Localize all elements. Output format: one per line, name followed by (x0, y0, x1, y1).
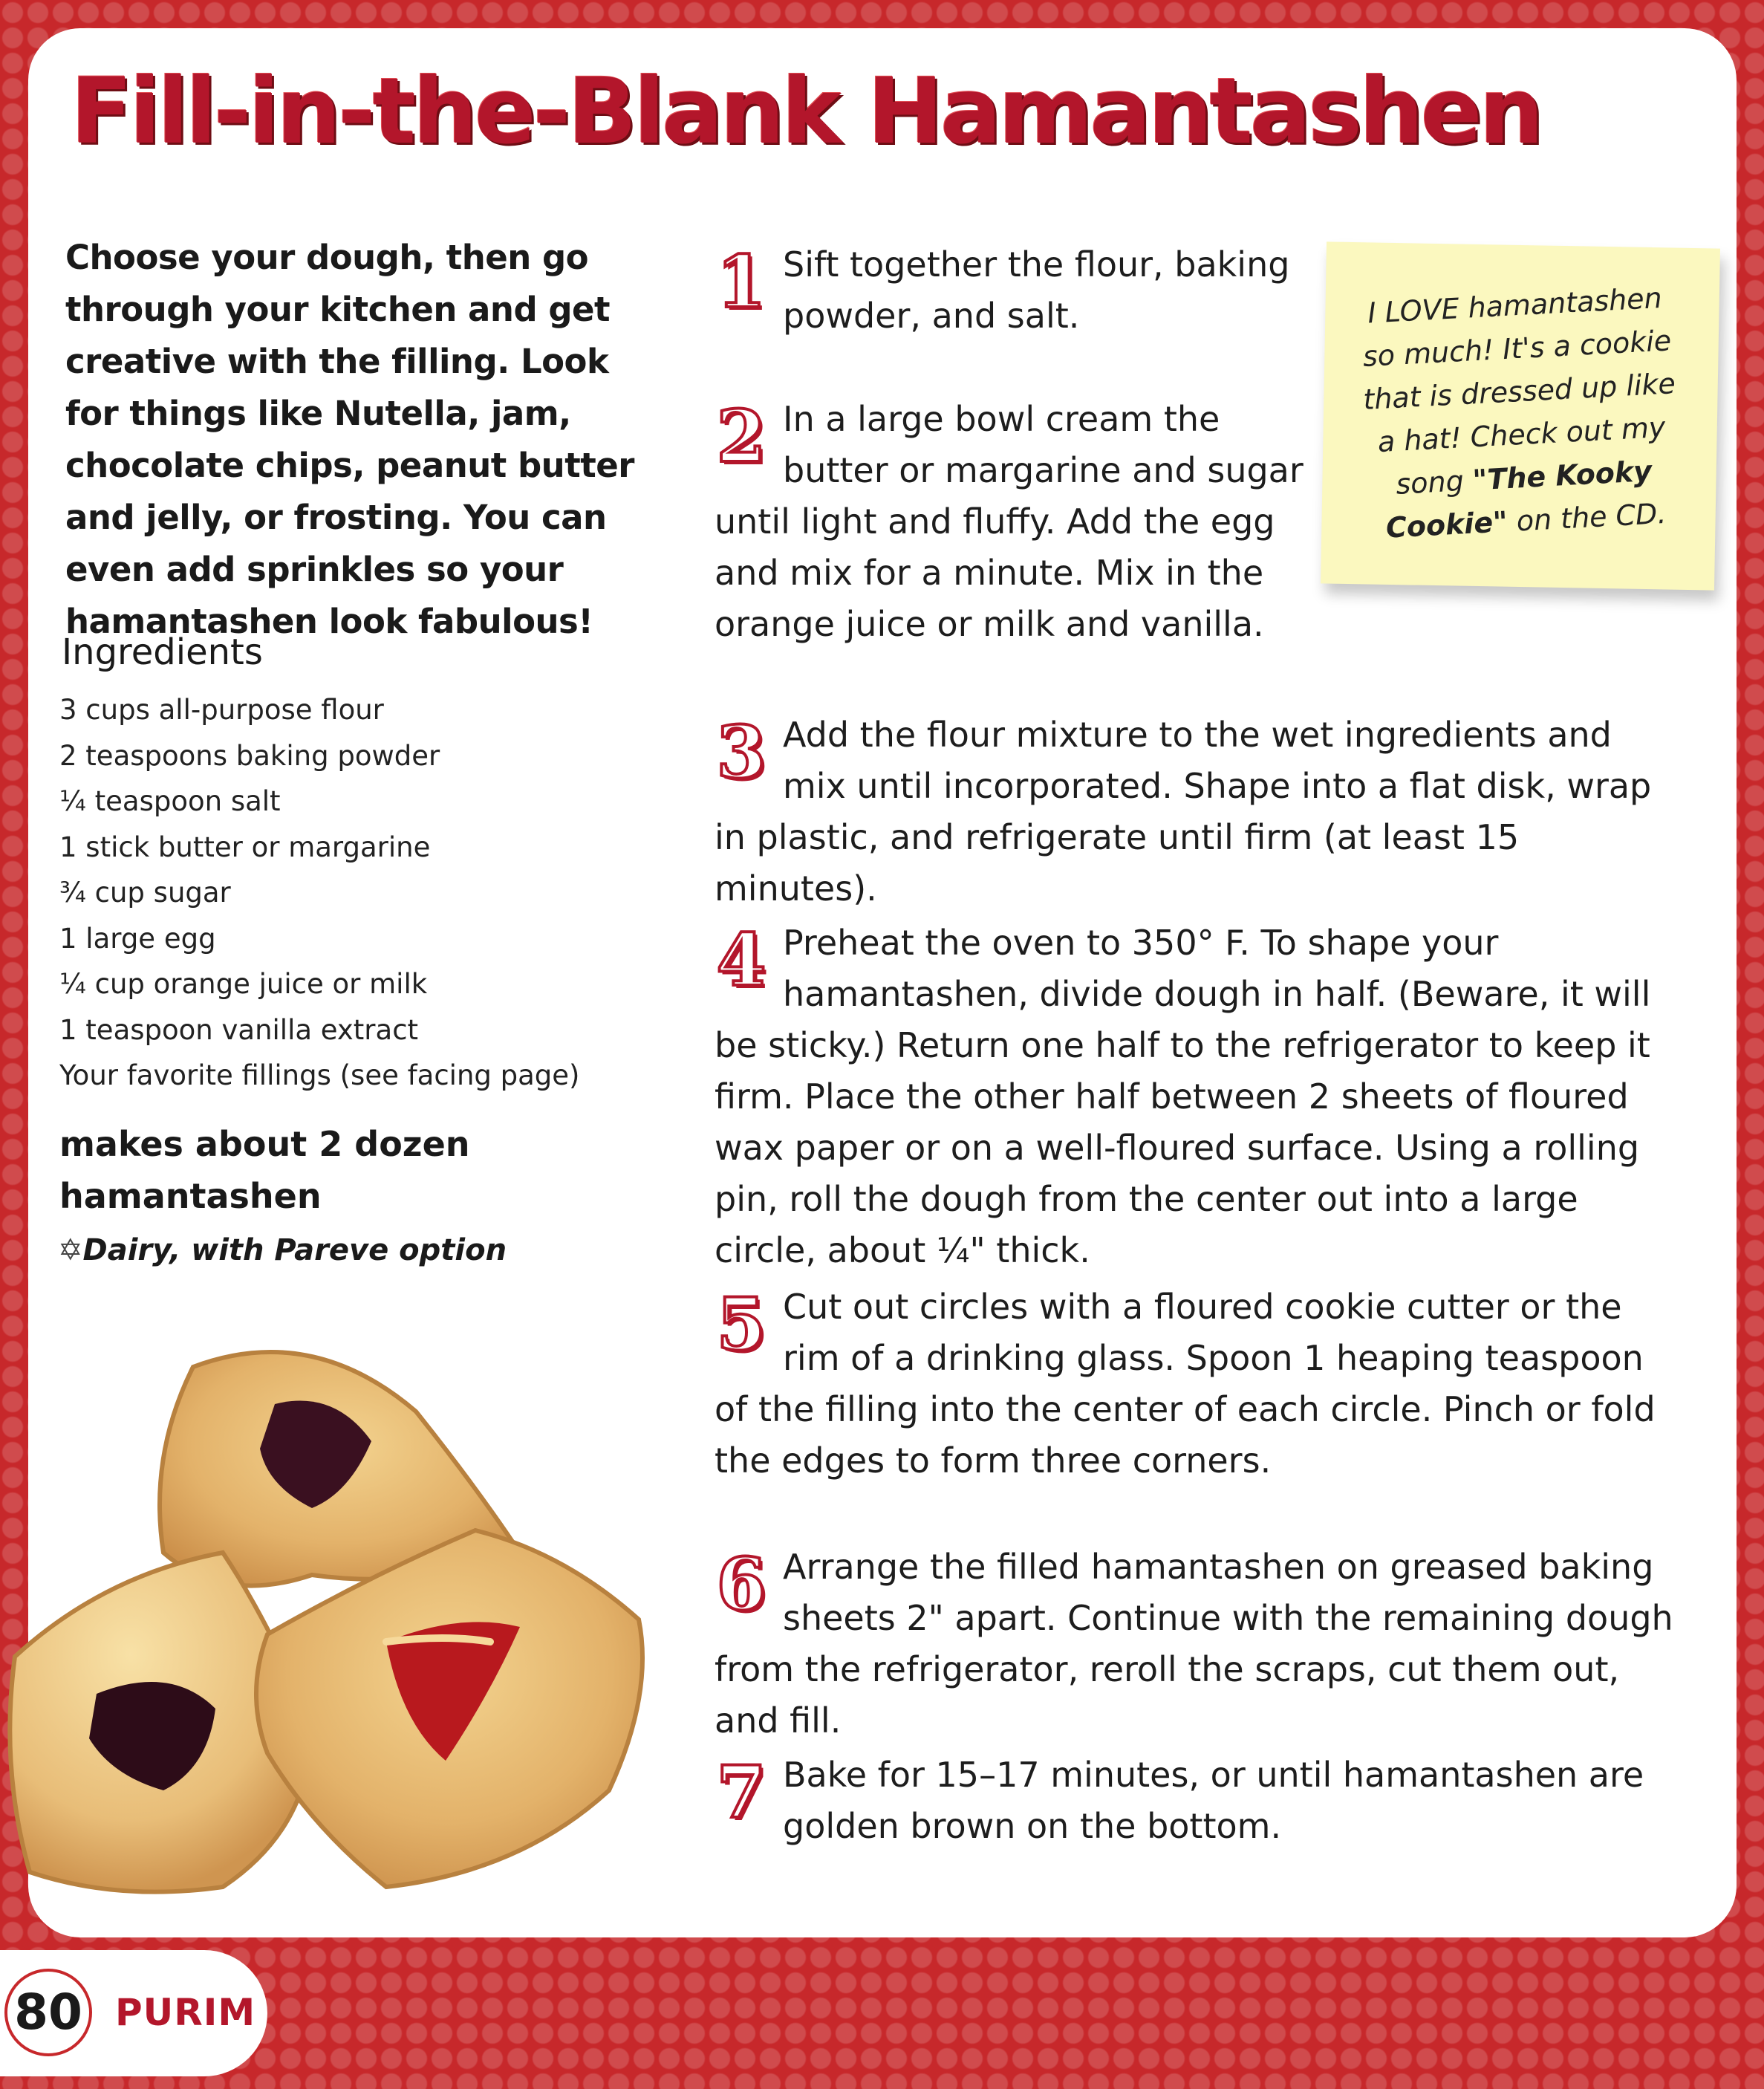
diet-note (58, 1233, 507, 1267)
ingredients-heading: Ingredients (62, 631, 263, 673)
step-number: 7 (716, 1750, 767, 1834)
sticky-note-text: I LOVE hamantashen so much! It's a cookie that is dressed up like a hat! Check out my song "The Kooky Cookie" on the CD. (1361, 281, 1676, 545)
ingredient-item: 1 large egg (59, 922, 216, 955)
yield-text: makes about 2 dozen hamantashen (59, 1124, 470, 1216)
step-number: 2 (716, 394, 767, 478)
section-label: PURIM (115, 1991, 256, 2034)
step-7 (715, 1750, 1680, 1852)
step-number: 1 (716, 240, 767, 324)
step-6 (715, 1541, 1680, 1747)
song-title: "The Kooky Cookie" (1384, 454, 1653, 545)
step-text: Preheat the oven to 350° F. To shape your hamantashen, divide dough in half. (Beware, it will be sticky.) Return one half to the refrigerator to keep it firm. Place the other half between 2 sheets of floured wax paper or on a well-floured surface. Using a rolling pin, roll the dough from the center out into a large circle, about ¼" thick. (715, 923, 1651, 1270)
step-text: In a large bowl cream the butter or margarine and sugar until light and fluffy. Add the egg and mix for a minute. Mix in the orange juice or milk and vanilla. (715, 399, 1304, 644)
diet-label: Dairy, with Pareve option (82, 1233, 507, 1267)
intro-paragraph: Choose your dough, then go through your kitchen and get creative with the filling. Look for things like Nutella, jam, chocolate chips, peanut butter and jelly, or frosting. You can even add sprinkles so your hamantashen look fabulous! (65, 238, 634, 641)
step-number: 3 (716, 710, 767, 794)
step-text: Arrange the filled hamantashen on greased baking sheets 2" apart. Continue with the remaining dough from the refrigerator, reroll the scraps, cut them out, and fill. (715, 1547, 1673, 1741)
step-1 (715, 239, 1309, 342)
step-text: Bake for 15–17 minutes, or until hamantashen are golden brown on the bottom. (783, 1755, 1644, 1846)
step-2 (715, 394, 1309, 650)
step-number: 5 (716, 1282, 767, 1366)
star-of-david-icon: ✡ (58, 1233, 83, 1267)
ingredient-item: 2 teaspoons baking powder (59, 739, 440, 772)
ingredient-item: 1 teaspoon vanilla extract (59, 1013, 419, 1046)
page-number: 80 (4, 1969, 92, 2056)
ingredient-item: ¾ cup sugar (59, 877, 231, 909)
step-3 (715, 709, 1680, 914)
step-text: Add the flour mixture to the wet ingredients and mix until incorporated. Shape into a flat disk, wrap in plastic, and refrigerate until firm (at least 15 minutes). (715, 715, 1652, 909)
ingredient-item: ¼ cup orange juice or milk (59, 968, 428, 1000)
ingredient-item: Your favorite fillings (see facing page) (59, 1059, 580, 1091)
step-5 (715, 1281, 1680, 1487)
ingredient-item: 1 stick butter or margarine (59, 831, 431, 863)
ingredient-item: 3 cups all-purpose flour (59, 694, 384, 726)
ingredient-list (59, 687, 668, 1099)
sticky-note (1321, 241, 1720, 590)
step-text: Sift together the flour, baking powder, and salt. (783, 244, 1290, 336)
step-4 (715, 917, 1680, 1276)
step-text: Cut out circles with a floured cookie cutter or the rim of a drinking glass. Spoon 1 heaping teaspoon of the filling into the center of each circle. Pinch or fold the edges to form three corners. (715, 1287, 1656, 1481)
step-number: 4 (716, 918, 767, 1002)
hamantashen-photo (0, 1307, 683, 1946)
step-number: 6 (716, 1542, 767, 1626)
page-title: Fill-in-the-Blank Hamantashen (71, 59, 1541, 164)
ingredient-item: ¼ teaspoon salt (59, 785, 281, 817)
